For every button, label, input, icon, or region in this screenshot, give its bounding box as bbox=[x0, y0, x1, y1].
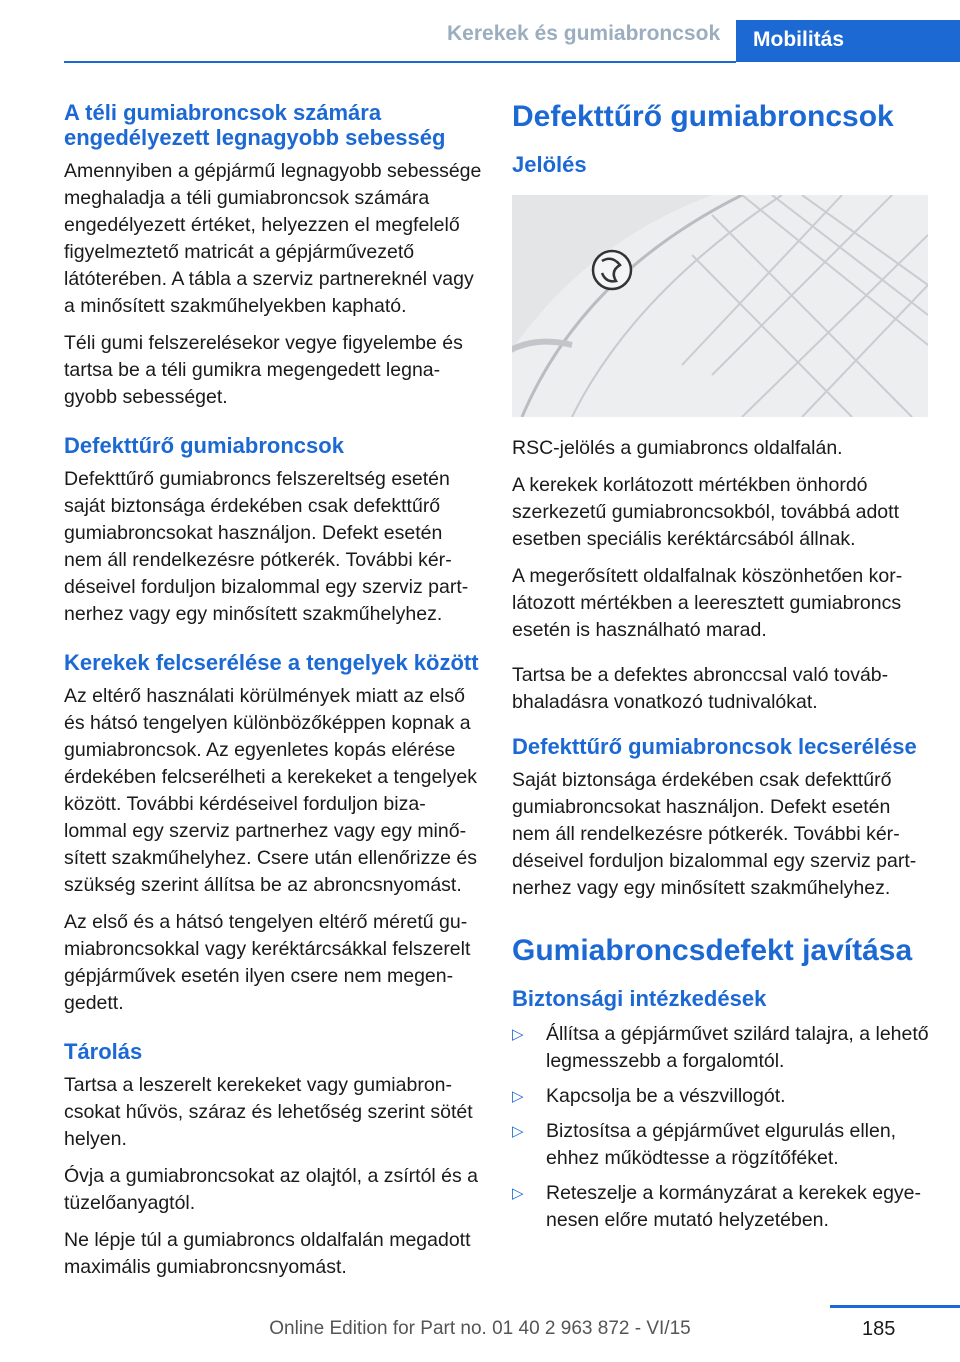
footer-edition: Online Edition for Part no. 01 40 2 963 872 - VI/15 bbox=[269, 1318, 691, 1339]
safety-list bbox=[512, 1021, 932, 1234]
header-rule bbox=[64, 61, 736, 63]
paragraph: A kerekek korlátozott mértékben önhordó szerkezetű gumiabroncsokból, továbbá adott esetben speciális keréktárcsából állnak. bbox=[512, 474, 899, 550]
triangle-right-icon: ▷ bbox=[512, 1123, 524, 1140]
list-item: ▷ Reteszelje a kormányzárat a kerekek egyenesen előre mutató helyzetében. bbox=[512, 1182, 922, 1231]
heading-winter-speed: A téli gumiabroncsok számára engedélyezett legnagyobb sebesség bbox=[64, 100, 446, 150]
paragraph: Tartsa a leszerelt kerekeket vagy gumiabroncsokat hűvös, száraz és lehetőség szerint sötét helyen. bbox=[64, 1074, 473, 1150]
heading-marking: Jelölés bbox=[512, 152, 587, 177]
image-caption: RSC-jelölés a gumiabroncs oldalfalán. bbox=[512, 437, 843, 459]
paragraph: Téli gumi felszerelésekor vegye figyelembe és tartsa be a téli gumikra megengedett legnagyobb sebességet. bbox=[64, 332, 463, 408]
list-item: ▷ Biztosítsa a gépjárművet elgurulás ellen, ehhez működtesse a rögzítőféket. bbox=[512, 1120, 897, 1169]
triangle-right-icon: ▷ bbox=[512, 1088, 524, 1105]
paragraph: Defekttűrő gumiabroncs felszereltség esetén saját biztonsága érdekében csak defekttűrő gumiabroncsokat használjon. Defekt esetén nem áll rendelkezésre pótkerék. További kérdéseivel forduljon bizalommal egy szerviz partnerhez vagy egy minősített szakműhelyhez. bbox=[64, 468, 469, 625]
heading-flat-tyre-repair: Gumiabroncsdefekt javítása bbox=[512, 934, 913, 967]
heading-wheel-swap: Kerekek felcserélése a tengelyek között bbox=[64, 650, 479, 675]
left-column bbox=[64, 100, 482, 1291]
triangle-right-icon: ▷ bbox=[512, 1185, 524, 1202]
paragraph: Tartsa be a defektes abronccsal való továbbhaladásra vonatkozó tudnivalókat. bbox=[512, 664, 889, 713]
paragraph: Óvja a gumiabroncsokat az olajtól, a zsírtól és a tüzelőanyagtól. bbox=[64, 1165, 479, 1214]
heading-run-flat-tyres: Defekttűrő gumiabroncsok bbox=[512, 100, 894, 133]
header-chapter-tab: Mobilitás bbox=[736, 20, 960, 62]
paragraph: Amennyiben a gépjármű legnagyobb sebessége meghaladja a téli gumiabroncsok számára engedélyezett értéket, helyezzen el megfelelő figyelmeztető matricát a gépjárművezető látóterében. A tábla a szerviz partnereknél vagy a minősített szakműhelyekben kapható. bbox=[64, 160, 482, 317]
triangle-right-icon: ▷ bbox=[512, 1026, 524, 1043]
list-item: ▷ Állítsa a gépjárművet szilárd talajra, a lehető legmesszebb a forgalomtól. bbox=[512, 1023, 929, 1072]
heading-storage: Tárolás bbox=[64, 1039, 143, 1064]
page-number: 185 bbox=[862, 1318, 896, 1340]
paragraph: Az első és a hátsó tengelyen eltérő méretű gumiabroncsokkal vagy keréktárcsákkal felszerelt gépjárművek esetén ilyen csere nem megengedett. bbox=[64, 911, 471, 1014]
tyre-sidewall-illustration bbox=[512, 195, 928, 417]
header-section-title: Kerekek és gumiabroncsok bbox=[447, 22, 721, 45]
right-column bbox=[512, 100, 932, 1242]
paragraph: Saját biztonsága érdekében csak defekttűrő gumiabroncsokat használjon. Defekt esetén nem áll rendelkezésre pótkerék. További kérdéseivel forduljon bizalommal egy szerviz partnerhez vagy egy minősített szakműhelyhez. bbox=[512, 769, 917, 899]
list-item: ▷ Kapcsolja be a vészvillogót. bbox=[512, 1083, 932, 1110]
heading-safety-measures: Biztonsági intézkedések bbox=[512, 986, 767, 1011]
heading-run-flat: Defekttűrő gumiabroncsok bbox=[64, 433, 344, 458]
page-number-rule bbox=[830, 1305, 960, 1308]
heading-run-flat-replacement: Defekttűrő gumiabroncsok lecserélése bbox=[512, 734, 917, 759]
paragraph: A megerősített oldalfalnak köszönhetően korlátozott mértékben a leeresztett gumiabroncs esetén is használható marad. bbox=[512, 565, 903, 641]
paragraph: Az eltérő használati körülmények miatt az első és hátsó tengelyen különbözőképpen kopnak a gumiabroncsok. Az egyenletes kopás elérése érdekében felcserélheti a kerekeket a tengelyek között. További kérdéseivel forduljon bizalommal egy szerviz partnerhez vagy egy minősített szakműhelyhez. Csere után ellenőrizze és szükség szerint állítsa be az abroncsnyomást. bbox=[64, 685, 478, 896]
paragraph: Ne lépje túl a gumiabroncs oldalfalán megadott maximális gumiabroncsnyomást. bbox=[64, 1229, 471, 1278]
